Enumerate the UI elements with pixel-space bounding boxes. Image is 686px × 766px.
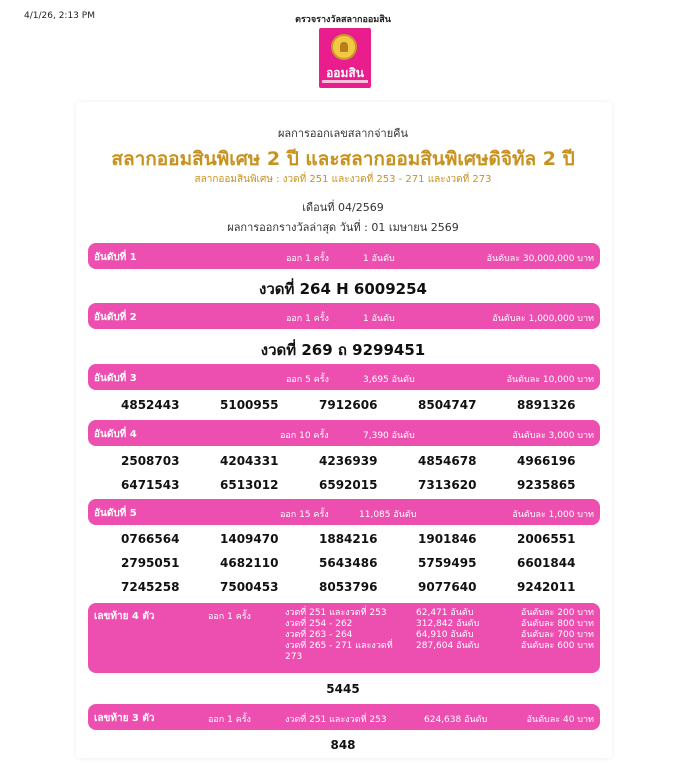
page-title: สลากออมสินพิเศษ 2 ปี และสลากออมสินพิเศษดิจิทัล 2 ปี	[111, 148, 575, 170]
print-date: 4/1/26, 2:13 PM	[24, 11, 95, 21]
winning-number: 6471543	[121, 478, 180, 492]
prize-amount: อันดับละ 3,000 บาท	[512, 431, 594, 441]
last4-draw-cont: 273	[285, 652, 303, 662]
winning-number: 2508703	[121, 454, 180, 468]
last4-count: 287,604 อันดับ	[416, 641, 480, 651]
winning-number: 1884216	[319, 532, 378, 546]
prize-amount: อันดับละ 30,000,000 บาท	[486, 254, 594, 264]
month-label: เดือนที่ 04/2569	[302, 201, 384, 214]
last4-amount: อันดับละ 800 บาท	[520, 619, 594, 629]
prize-rank: อันดับที่ 5	[94, 508, 137, 519]
prize-bar-2	[88, 303, 600, 329]
gsb-logo	[319, 28, 371, 88]
winning-number: 6513012	[220, 478, 279, 492]
winning-number: 0766564	[121, 532, 180, 546]
prize-rank: อันดับที่ 4	[94, 429, 137, 440]
prize-amount: อันดับละ 10,000 บาท	[506, 375, 594, 385]
winning-number: 7245258	[121, 580, 180, 594]
winning-number: 8053796	[319, 580, 378, 594]
winning-number: 2795051	[121, 556, 180, 570]
last4-amount: อันดับละ 200 บาท	[520, 608, 594, 618]
winning-number: 7500453	[220, 580, 279, 594]
winning-number: 2006551	[517, 532, 576, 546]
latest-date: ผลการออกรางวัลล่าสุด วันที่ : 01 เมษายน 2569	[227, 221, 459, 234]
prize-rank: อันดับที่ 2	[94, 312, 137, 323]
prize-count: 11,085 อันดับ	[359, 510, 417, 520]
last3-box	[88, 704, 600, 730]
winning-number: 5643486	[319, 556, 378, 570]
winning-number: 4966196	[517, 454, 576, 468]
winning-number: 6592015	[319, 478, 378, 492]
seal-icon	[331, 34, 357, 60]
sub-heading: ผลการออกเลขสลากจ่ายคืน	[277, 127, 409, 140]
last3-draw: งวดที่ 251 และงวดที่ 253	[285, 715, 387, 725]
winning-number: 8891326	[517, 398, 576, 412]
last4-draw: งวดที่ 265 - 271 และงวดที่	[285, 641, 393, 651]
prize-times: ออก 5 ครั้ง	[286, 375, 329, 385]
winning-number: 4852443	[121, 398, 180, 412]
winning-number: 4682110	[220, 556, 279, 570]
winning-number: 4236939	[319, 454, 378, 468]
winning-number: 7912606	[319, 398, 378, 412]
last4-times: ออก 1 ครั้ง	[208, 612, 251, 622]
last4-draw: งวดที่ 251 และงวดที่ 253	[285, 608, 387, 618]
prize-bar-3	[88, 364, 600, 390]
last4-number: 5445	[326, 682, 360, 696]
last3-times: ออก 1 ครั้ง	[208, 715, 251, 725]
prize-rank: อันดับที่ 3	[94, 373, 137, 384]
prize-amount: อันดับละ 1,000 บาท	[512, 510, 594, 520]
prize-count: 1 อันดับ	[363, 254, 395, 264]
prize-bar-4	[88, 420, 600, 446]
last4-amount: อันดับละ 600 บาท	[520, 641, 594, 651]
last3-amount: อันดับละ 40 บาท	[526, 715, 594, 725]
winning-number: 9235865	[517, 478, 576, 492]
winning-number: 6601844	[517, 556, 576, 570]
last4-draw: งวดที่ 263 - 264	[285, 630, 353, 640]
winning-number: 5759495	[418, 556, 477, 570]
draw-range: สลากออมสินพิเศษ : งวดที่ 251 และงวดที่ 253 - 271 และงวดที่ 273	[194, 174, 492, 185]
last3-number: 848	[330, 738, 356, 752]
prize-times: ออก 1 ครั้ง	[286, 254, 329, 264]
last4-box	[88, 603, 600, 673]
prize-times: ออก 10 ครั้ง	[280, 431, 329, 441]
winning-number: 8504747	[418, 398, 477, 412]
prize-count: 1 อันดับ	[363, 314, 395, 324]
winning-number: 5100955	[220, 398, 279, 412]
last4-amount: อันดับละ 700 บาท	[520, 630, 594, 640]
last3-count: 624,638 อันดับ	[424, 715, 488, 725]
prize-times: ออก 1 ครั้ง	[286, 314, 329, 324]
last4-count: 64,910 อันดับ	[416, 630, 474, 640]
prize-times: ออก 15 ครั้ง	[280, 510, 329, 520]
prize-count: 7,390 อันดับ	[363, 431, 415, 441]
winning-number: 9077640	[418, 580, 477, 594]
logo-text: ออมสิน	[326, 66, 364, 80]
print-title: ตรวจรางวัลสลากออมสิน	[295, 15, 391, 25]
prize-bar-5	[88, 499, 600, 525]
winning-number: 4854678	[418, 454, 477, 468]
last3-rank: เลขท้าย 3 ตัว	[94, 713, 155, 724]
last4-count: 312,842 อันดับ	[416, 619, 480, 629]
winning-number: 4204331	[220, 454, 279, 468]
winning-number: 7313620	[418, 478, 477, 492]
last4-draw: งวดที่ 254 - 262	[285, 619, 353, 629]
winning-number: 1901846	[418, 532, 477, 546]
prize-amount: อันดับละ 1,000,000 บาท	[492, 314, 594, 324]
last4-count: 62,471 อันดับ	[416, 608, 474, 618]
prize-rank: อันดับที่ 1	[94, 252, 137, 263]
prize-count: 3,695 อันดับ	[363, 375, 415, 385]
winning-number: 9242011	[517, 580, 576, 594]
prize1-number: งวดที่ 264 H 6009254	[259, 280, 427, 298]
last4-rank: เลขท้าย 4 ตัว	[94, 611, 155, 622]
prize-bar-1	[88, 243, 600, 269]
prize2-number: งวดที่ 269 ถ 9299451	[260, 341, 426, 359]
winning-number: 1409470	[220, 532, 279, 546]
